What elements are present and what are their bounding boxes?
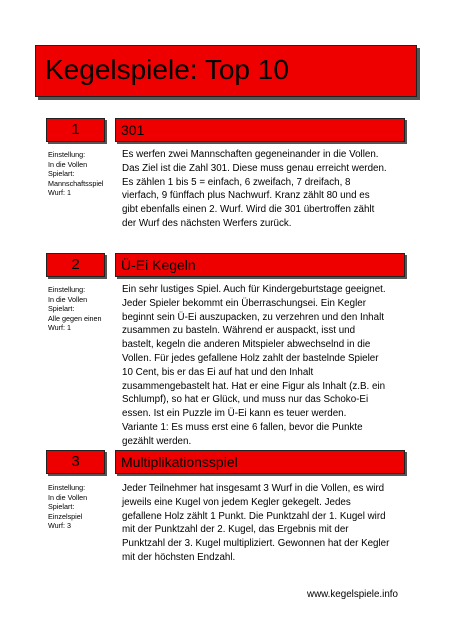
settings-line: Einzelspiel [48, 511, 83, 521]
game-number-badge: 2 [46, 253, 105, 277]
description-line: essen. Ist ein Puzzle im Ü-Ei kann es teuer werden. [122, 408, 347, 420]
description-line: Variante 1: Es muss erst eine 6 fallen, bevor die Punkte [122, 421, 363, 433]
game-title: Ü-Ei Kegeln [115, 253, 405, 277]
title-bar [35, 45, 417, 97]
description-line: jeweils eine Kugel von jedem Kegler gekegelt. Jedes [122, 496, 351, 508]
description-line: zusammengebastelt hat. Hat er eine Figur als Inhalt (z.B. ein [122, 380, 386, 392]
description-line: Jeder Teilnehmer hat insgesamt 3 Wurf in die Vollen, es wird [122, 483, 385, 494]
settings-line: In die Vollen [48, 159, 88, 169]
description-line: Es werfen zwei Mannschaften gegeneinander in die Vollen. [122, 149, 379, 160]
settings-line: Spielart: [48, 304, 75, 314]
description-line: beginnt sein Ü-Ei auszupacken, zu verzehren und den Inhalt [122, 311, 384, 323]
game-settings [48, 285, 114, 333]
description-line: mit der Punktzahl der 2. Kugel, das Ergebnis mit der [122, 524, 349, 536]
game-settings [48, 483, 114, 531]
settings-line: Mannschaftsspiel [48, 178, 104, 188]
description-line: gibt ebenfalls einen 2. Wurf. Wird die 301 übertroffen zählt [122, 204, 375, 216]
game-title: Multiplikationsspiel [115, 450, 405, 474]
settings-line: Einstellung: [48, 285, 86, 294]
game-title: 301 [115, 118, 405, 142]
description-line: Jeder Spieler bekommt ein Überraschungsei. Ein Kegler [122, 297, 366, 309]
footer-website: www.kegelspiele.info [307, 589, 398, 600]
description-line: gefallene Holz zählt 1 Punkt. Die Punktzahl der 1. Kugel wird [122, 510, 386, 522]
settings-line: Wurf: 3 [48, 521, 72, 531]
description-line: Ein sehr lustiges Spiel. Auch für Kindergeburtstage geeignet. [122, 284, 386, 295]
settings-line: Einstellung: [48, 483, 86, 492]
description-line: der Wurf des nächsten Werfers zurück. [122, 217, 292, 229]
description-line: zusammen zu basteln. Während er auspackt, isst und [122, 325, 356, 337]
description-line: vierfach, 9 fünffach plus Nachwurf. Kranz zählt 80 und es [122, 190, 370, 202]
description-line: Punktzahl der 3. Kugel multipliziert. Gewonnen hat der Kegler [122, 538, 390, 550]
settings-line: Alle gegen einen [48, 313, 102, 323]
settings-line: Wurf: 1 [48, 323, 72, 333]
description-line: mit der höchsten Endzahl. [122, 551, 236, 563]
game-number-badge: 3 [46, 450, 105, 474]
game-description [122, 482, 414, 565]
settings-line: Spielart: [48, 169, 75, 179]
game-number-badge: 1 [46, 118, 105, 142]
settings-line: In die Vollen [48, 492, 88, 502]
game-settings [48, 150, 114, 198]
page-title: Kegelspiele: Top 10 [45, 54, 289, 85]
settings-line: Spielart: [48, 502, 75, 512]
description-line: Schlumpf), so hat er Glück, und muss nur das Schoko-Ei [122, 394, 369, 406]
description-line: Das Ziel ist die Zahl 301. Diese muss genau erreicht werden. [122, 162, 387, 174]
settings-line: Einstellung: [48, 150, 86, 159]
description-line: 10 Cent, bis er das Ei auf hat und den Inhalt [122, 366, 314, 378]
description-line: Es zählen 1 bis 5 = einfach, 6 zweifach, 7 dreifach, 8 [122, 176, 351, 188]
game-description [122, 148, 414, 231]
description-line: bastelt, kegeln die anderen Mitspieler abwechselnd in die [122, 339, 371, 351]
settings-line: Wurf: 1 [48, 188, 72, 198]
description-line: gezählt werden. [122, 435, 192, 447]
game-description [122, 283, 414, 449]
description-line: Vollen. Für jedes gefallene Holz zahlt der bastelnde Spieler [122, 352, 379, 364]
settings-line: In die Vollen [48, 294, 88, 304]
